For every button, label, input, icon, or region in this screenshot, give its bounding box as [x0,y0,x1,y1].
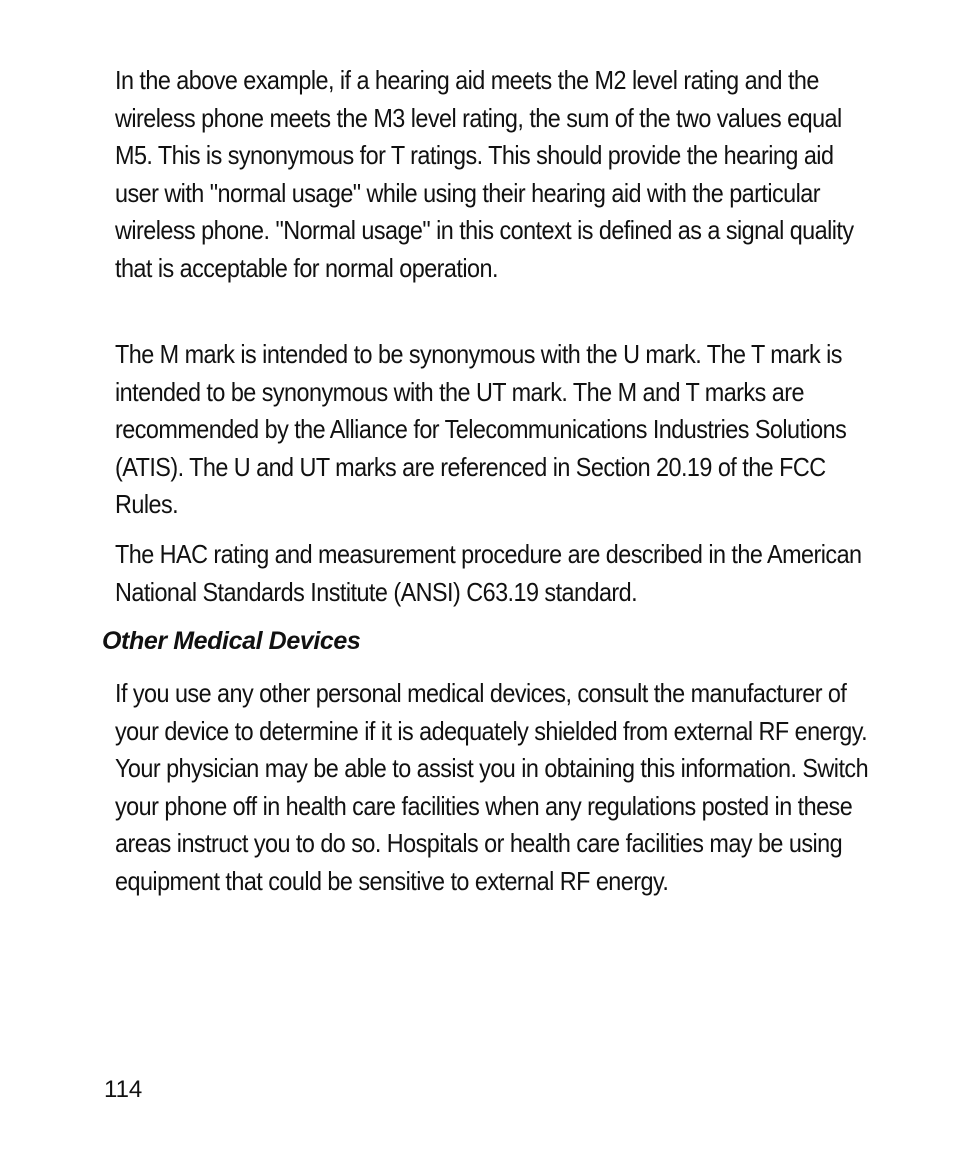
medical-devices-paragraph: If you use any other personal medical devices, consult the manufacturer of your device to determine if it is adequately shielded from external RF energy. Your physician may be able to assist you in obtaining this information. Switch your phone off in health care facilities when any regulations posted in these areas instruct you to do so. Hospitals or health care facilities may be using equipment that could be sensitive to external RF energy. [115,678,869,896]
marks-paragraph: The M mark is intended to be synonymous with the U mark. The T mark is intended to be synonymous with the UT mark. The M and T marks are recommended by the Alliance for Telecommunications Industries Solutions (ATIS). The U and UT marks are referenced in Section 20.19 of the FCC Rules. [115,339,847,520]
page-number: 114 [104,1076,143,1103]
section-heading: Other Medical Devices [102,627,361,655]
hac-example-paragraph: In the above example, if a hearing aid meets the M2 level rating and the wireless phone meets the M3 level rating, the sum of the two values equal M5. This is synonymous for T ratings. This should provide the hearing aid user with "normal usage" while using their hearing aid with the particular wireless phone. "Normal usage" in this context is defined as a signal quality that is acceptable for normal operation. [115,65,854,283]
ansi-standard-paragraph: The HAC rating and measurement procedure are described in the American National Standards Institute (ANSI) C63.19 standard. [115,539,862,607]
